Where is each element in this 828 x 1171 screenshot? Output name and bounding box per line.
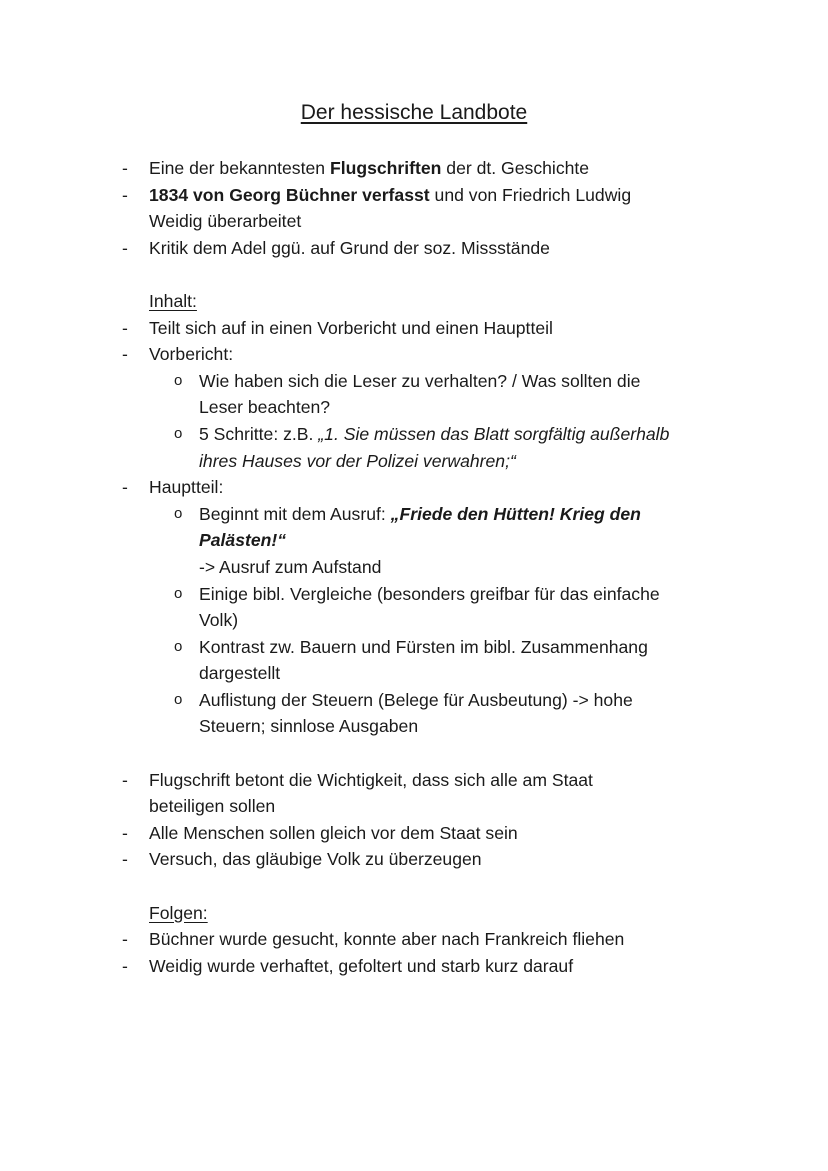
circle-bullet: o xyxy=(174,371,183,389)
sub-list-item: o Wie haben sich die Leser zu verhalten? / Was sollten die Leser beachten? xyxy=(0,368,828,421)
document-title: Der hessische Landbote xyxy=(300,101,528,124)
list-item: - Teilt sich auf in einen Vorbericht und einen Hauptteil xyxy=(0,315,828,342)
sub-list-item: o Einige bibl. Vergleiche (besonders greifbar für das einfache Volk) xyxy=(0,581,828,634)
list-item: - Vorbericht: xyxy=(0,341,828,368)
dash-bullet: - xyxy=(122,769,128,790)
circle-bullet: o xyxy=(174,504,183,522)
list-item: - Hauptteil: xyxy=(0,474,828,501)
list-item: - 1834 von Georg Büchner verfasst und von Friedrich Ludwig Weidig überarbeitet xyxy=(0,182,828,235)
list-item: - Flugschrift betont die Wichtigkeit, dass sich alle am Staat beteiligen sollen xyxy=(0,767,828,820)
circle-bullet: o xyxy=(174,584,183,602)
document-body xyxy=(0,155,828,979)
dash-bullet: - xyxy=(122,158,128,178)
circle-bullet: o xyxy=(174,690,183,708)
section-heading-inhalt: Inhalt: xyxy=(149,290,197,311)
circle-bullet: o xyxy=(174,637,183,655)
circle-bullet: o xyxy=(174,424,183,442)
list-item: - Eine der bekanntesten Flugschriften der dt. Geschichte xyxy=(0,155,828,182)
spacer xyxy=(0,261,828,288)
sub-list-item: o Beginnt mit dem Ausruf: „Friede den Hütten! Krieg den Palästen!“ -> Ausruf zum Aufstand xyxy=(0,501,828,581)
spacer xyxy=(0,740,828,767)
dash-bullet: - xyxy=(122,317,128,338)
sub-list-item: o Auflistung der Steuern (Belege für Ausbeutung) -> hohe Steuern; sinnlose Ausgaben xyxy=(0,687,828,740)
list-item: - Weidig wurde verhaftet, gefoltert und starb kurz darauf xyxy=(0,953,828,980)
section-heading-folgen: Folgen: xyxy=(149,902,208,923)
list-item: - Kritik dem Adel ggü. auf Grund der soz. Missstände xyxy=(0,235,828,262)
list-item: - Alle Menschen sollen gleich vor dem Staat sein xyxy=(0,820,828,847)
sub-list-item: o 5 Schritte: z.B. „1. Sie müssen das Blatt sorgfältig außerhalb ihres Hauses vor der Polizei verwahren;“ xyxy=(0,421,828,474)
spacer xyxy=(0,873,828,900)
dash-bullet: - xyxy=(122,344,128,365)
dash-bullet: - xyxy=(122,929,128,950)
dash-bullet: - xyxy=(122,184,128,205)
list-item: - Versuch, das gläubige Volk zu überzeugen xyxy=(0,846,828,873)
dash-bullet: - xyxy=(122,822,128,843)
sub-list-item: o Kontrast zw. Bauern und Fürsten im bibl. Zusammenhang dargestellt xyxy=(0,634,828,687)
list-item: - Büchner wurde gesucht, konnte aber nach Frankreich fliehen xyxy=(0,926,828,953)
dash-bullet: - xyxy=(122,849,128,870)
dash-bullet: - xyxy=(122,237,128,258)
dash-bullet: - xyxy=(122,477,128,498)
dash-bullet: - xyxy=(122,955,128,976)
